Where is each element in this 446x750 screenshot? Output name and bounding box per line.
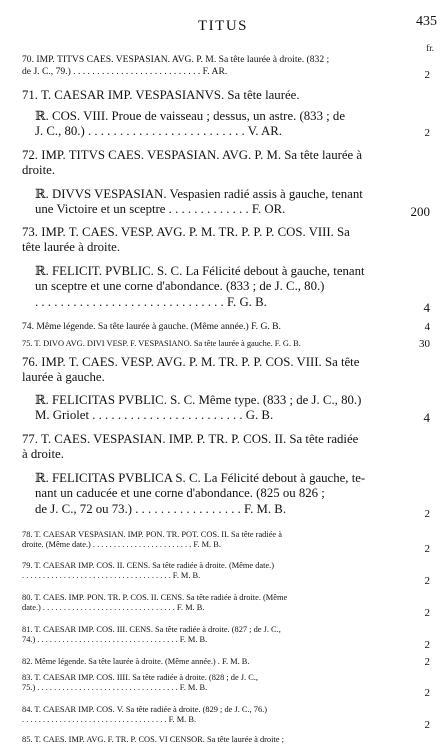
price-column-label: fr. [426,43,434,53]
entry-price: 4 [424,321,430,333]
catalog-entry-76: 76. IMP. T. CAES. VESP. AVG. P. M. TR. P. P. COS. VIII. Sa tête laurée à gauche. [22,355,360,385]
entry-price: 4 [423,410,430,425]
entry-price: 2 [424,508,430,520]
catalog-entry-79: 79. T. CAESAR IMP. COS. II. CENS. Sa tête radiée à droite. (Même date.) . . . . . . . . . . . . . . . . . . . . . . . . . . . . . . . . . . . . F. M. B. [22,561,275,581]
entry-price: 30 [419,338,430,350]
catalog-entry-76-reverse: ℝ. FELICITAS PVBLIC. S. C. Même type. (833 ; de J. C., 80.) M. Griolet . . . . . . . . . . . . . . . . . . . . . . . . G. B. [35,393,362,423]
catalog-entry-81: 81. T. CAESAR IMP. COS. III. CENS. Sa tête radiée à droite. (827 ; de J. C., 74.) . . . . . . . . . . . . . . . . . . . . . . . . . . . . . . . . . . F. M. B. [22,625,281,645]
catalog-entry-78: 78. T. CAESAR VESPASIAN. IMP. PON. TR. POT. COS. II. Sa tête radiée à droite. (Même date.) . . . . . . . . . . . . . . . . . . . . . . . . F. M. B. [22,530,282,550]
catalog-entry-70: 70. IMP. TITVS CAES. VESPASIAN. AVG. P. M. Sa tête laurée à droite. (832 ; de J. C., 79.) . . . . . . . . . . . . . . . . . . . . . . . . . . . F. AR. [22,54,330,77]
entry-price: 2 [424,543,430,555]
entry-price: 2 [424,639,430,651]
entry-price: 2 [424,687,430,699]
entry-price: 2 [424,719,430,731]
catalog-entry-84: 84. T. CAESAR IMP. COS. V. Sa tête radiée à droite. (829 ; de J. C., 76.) . . . . . . . . . . . . . . . . . . . . . . . . . . . . . . . . . . . F. M. B. [22,705,268,725]
page-number: 435 [416,14,437,29]
entry-price: 4 [423,300,430,315]
page-title: TITUS [198,18,248,34]
entry-price: 2 [424,607,430,619]
catalog-entry-77: 77. T. CAES. VESPASIAN. IMP. P. TR. P. COS. II. Sa tête radiée à droite. [22,432,359,462]
catalog-entry-83: 83. T. CAESAR IMP. COS. IIII. Sa tête radiée à droite. (828 ; de J. C., 75.) . . . . . . . . . . . . . . . . . . . . . . . . . . . . . . . . . . F. M. B. [22,673,259,693]
catalog-entry-71: 71. T. CAESAR IMP. VESPASIANVS. Sa tête laurée. [22,88,300,102]
catalog-entry-72-reverse: ℝ. DIVVS VESPASIAN. Vespasien radié assis à gauche, tenant une Victoire et un sceptre . . . . . . . . . . . . . F. OR. [35,187,363,217]
entry-price: 2 [424,575,430,587]
catalog-entry-74: 74. Même légende. Sa tête laurée à gauche. (Même année.) F. G. B. [22,321,281,332]
entry-price: 200 [410,204,430,219]
entry-price: 2 [424,69,430,81]
entry-price: 2 [424,127,430,139]
catalog-entry-77-reverse: ℝ. FELICITAS PVBLICA S. C. La Félicité debout à gauche, te- nant un caducée et une corne d'abondance. (825 ou 826 ; de J. C., 72 ou 73.) . . . . . . . . . . . . . . . . . F. M. B. [35,471,366,516]
catalog-entry-85: 85. T. CAES. IMP. AVG. F. TR. P. COS. VI CENSOR. Sa tête laurée à droite ; [22,735,284,744]
catalog-entry-82: 82. Même légende. Sa tête laurée à droite. (Même année.) . F. M. B. [22,657,250,666]
catalog-entry-72: 72. IMP. TITVS CAES. VESPASIAN. AVG. P. M. Sa tête laurée à droite. [22,148,363,178]
catalog-entry-73-reverse: ℝ. FELICIT. PVBLIC. S. C. La Félicité debout à gauche, tenant un sceptre et une corne d'abondance. (833 ; de J. C., 80.) . . . . . . . . . . . . . . . . . . . . . . . . . . . . . . F. G. B. [35,264,365,309]
catalog-entry-75: 75. T. DIVO AVG. DIVI VESP. F. VESPASIANO. Sa tête laurée à gauche. F. G. B. [22,339,301,348]
catalog-entry-71-reverse: ℝ. COS. VIII. Proue de vaisseau ; dessus, un astre. (833 ; de J. C., 80.) . . . . . . . . . . . . . . . . . . . . . . . . . V. AR. [35,109,346,139]
catalog-entry-73: 73. IMP. T. CAES. VESP. AVG. P. M. TR. P. P. P. COS. VIII. Sa tête laurée à droite. [22,225,350,255]
entry-price: 2 [424,656,430,668]
catalog-entry-80: 80. T. CAES. IMP. PON. TR. P. COS. II. CENS. Sa tête radiée à droite. (Même date.) . . . . . . . . . . . . . . . . . . . . . . . . . . . . . . . . F. M. B. [22,593,288,613]
